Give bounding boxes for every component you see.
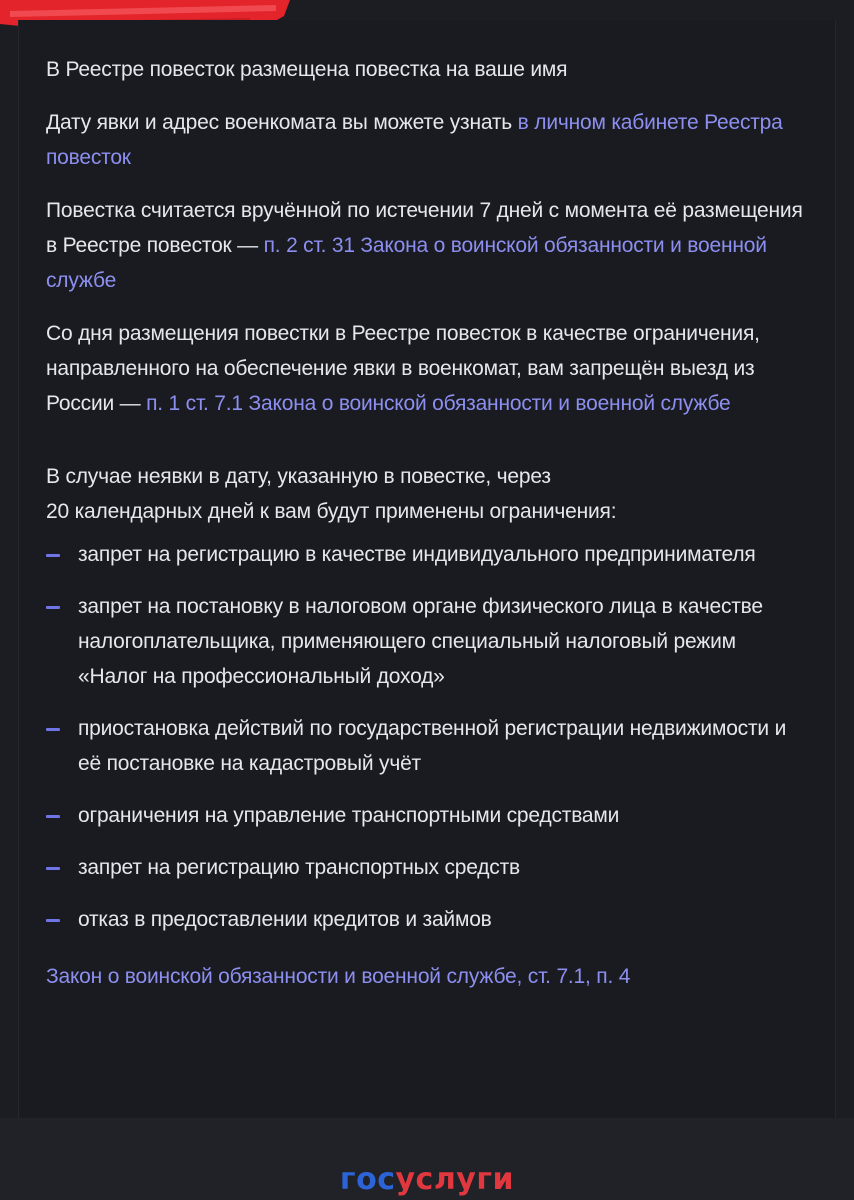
law-article-7-1-link[interactable]: п. 1 ст. 7.1 Закона о воинской обязанности и военной службе [146,392,731,415]
list-item-text: ограничения на управление транспортными средствами [78,804,620,827]
logo-part-gos: гос [339,1162,396,1197]
appearance-info [46,105,806,175]
law-article-31-link[interactable]: п. 2 ст. 31 Закона о воинской обязанности и военной службе [46,234,767,292]
dash-bullet-icon [46,867,60,870]
notice-headline: В Реестре повесток размещена повестка на ваше имя [46,58,568,81]
dash-bullet-icon [46,815,60,818]
list-item [46,798,806,833]
list-item-text: отказ в предоставлении кредитов и займов [78,908,492,931]
dash-bullet-icon [46,728,60,731]
list-item-text: приостановка действий по государственной регистрации недвижимости и её постановке на кадастровый учёт [78,717,787,775]
dash-bullet-icon [46,554,60,557]
list-item [46,589,806,694]
logo-part-uslugi: услуги [395,1162,515,1197]
non-appearance-line-2: 20 календарных дней к вам будут применены ограничения: [46,500,617,523]
delivery-info [46,193,806,298]
registry-cabinet-link[interactable]: в личном кабинете Реестра повесток [46,111,783,169]
gosuslugi-logo [0,1162,854,1197]
non-appearance-info [46,459,806,529]
list-item [46,850,806,885]
dash-bullet-icon [46,919,60,922]
travel-ban-info-text: Со дня размещения повестки в Реестре повесток в качестве ограничения, направленного на обеспечение явки в военкомат, вам запрещён выезд из России — [46,322,760,415]
list-item-text: запрет на регистрацию транспортных средств [78,856,520,879]
non-appearance-line-1: В случае неявки в дату, указанную в повестке, через [46,465,551,488]
dash-bullet-icon [46,606,60,609]
list-item [46,537,806,572]
restrictions-list [46,537,806,937]
list-item-text: запрет на регистрацию в качестве индивидуального предпринимателя [78,543,756,566]
notice-content [46,52,806,994]
appearance-info-text: Дату явки и адрес военкомата вы можете узнать [46,111,518,134]
list-item [46,902,806,937]
list-item [46,711,806,781]
travel-ban-info [46,316,806,421]
delivery-info-text: Повестка считается вручённой по истечении 7 дней с момента её размещения в Реестре повесток — [46,199,803,257]
law-article-7-1-p4-link[interactable]: Закон о воинской обязанности и военной службе, ст. 7.1, п. 4 [46,965,631,988]
list-item-text: запрет на постановку в налоговом органе физического лица в качестве налогоплательщика, применяющего специальный налоговый режим «Налог на профессиональный доход» [78,595,763,688]
